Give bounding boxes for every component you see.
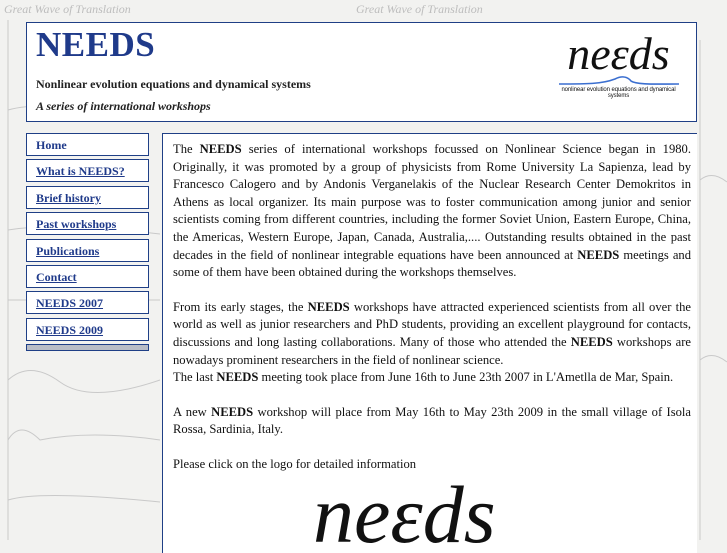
header-logo-word: neεds [567, 28, 670, 79]
nav-item-needs-2007[interactable]: NEEDS 2007 [26, 291, 149, 314]
nav-item-contact[interactable]: Contact [26, 265, 149, 288]
header-logo[interactable] [551, 28, 686, 101]
last-meeting-paragraph: The last NEEDS meeting took place from June 16th to June 23th 2007 in L'Ametlla de Mar, Spain. [173, 370, 674, 385]
sidebar-nav [26, 133, 149, 351]
click-logo-instruction: Please click on the logo for detailed information [173, 456, 417, 471]
main-content [162, 133, 697, 553]
site-tagline: A series of international workshops [36, 99, 211, 113]
nav-footer-bar [26, 344, 149, 351]
header-logo-caption: nonlinear evolution equations and dynamical systems [561, 87, 676, 99]
nav-item-home[interactable]: Home [26, 133, 149, 156]
new-workshop-paragraph: A new NEEDS workshop will place from May 16th to May 23th 2009 in the small village of Isola Rossa, Sardinia, Italy. [173, 404, 691, 437]
header-logo-wave-icon [557, 75, 681, 87]
nav-item-past-workshops[interactable]: Past workshops [26, 212, 149, 235]
background-text-right: Great Wave of Translation [356, 2, 483, 16]
needs-2009-logo-link[interactable]: neεds [313, 469, 496, 553]
intro-paragraph: The NEEDS series of international workshops focussed on Nonlinear Science began in 1980. Originally, it was promoted by a group of physicists from Rome University La Sapienza, lead by Francesco Calogero and by Andonis Verganelakis of the Nuclear Research Center Demokritos in Athens as local organizer. Its main purpose was to foster communication among junior and senior scientists coming from different countries, including the former Soviet Union, Eastern Europe, China, the Americas, Western Europe, Japan, Canada, Australia,.... Outstanding results obtained in the past decades in the field of nonlinear integrable equations have been announced at NEEDS meetings and some of them have been obtained during the workshops themselves. [173, 142, 692, 280]
site-title: NEEDS [36, 25, 156, 64]
nav-item-publications[interactable]: Publications [26, 239, 149, 262]
site-header [26, 22, 697, 122]
history-paragraph: From its early stages, the NEEDS workshops have attracted experienced scientists from all over the world as well as junior researchers and PhD students, providing an excellent playground for contacts, discussions and long lasting collaborations. Many of those who attended the NEEDS workshops are nowadays prominent researchers in the field of nonlinear science. [173, 299, 691, 367]
site-subtitle: Nonlinear evolution equations and dynamical systems [36, 77, 311, 91]
nav-item-brief-history[interactable]: Brief history [26, 186, 149, 209]
nav-item-what-is-needs[interactable]: What is NEEDS? [26, 159, 149, 182]
nav-item-needs-2009[interactable]: NEEDS 2009 [26, 318, 149, 341]
background-text-left: Great Wave of Translation [4, 2, 131, 16]
